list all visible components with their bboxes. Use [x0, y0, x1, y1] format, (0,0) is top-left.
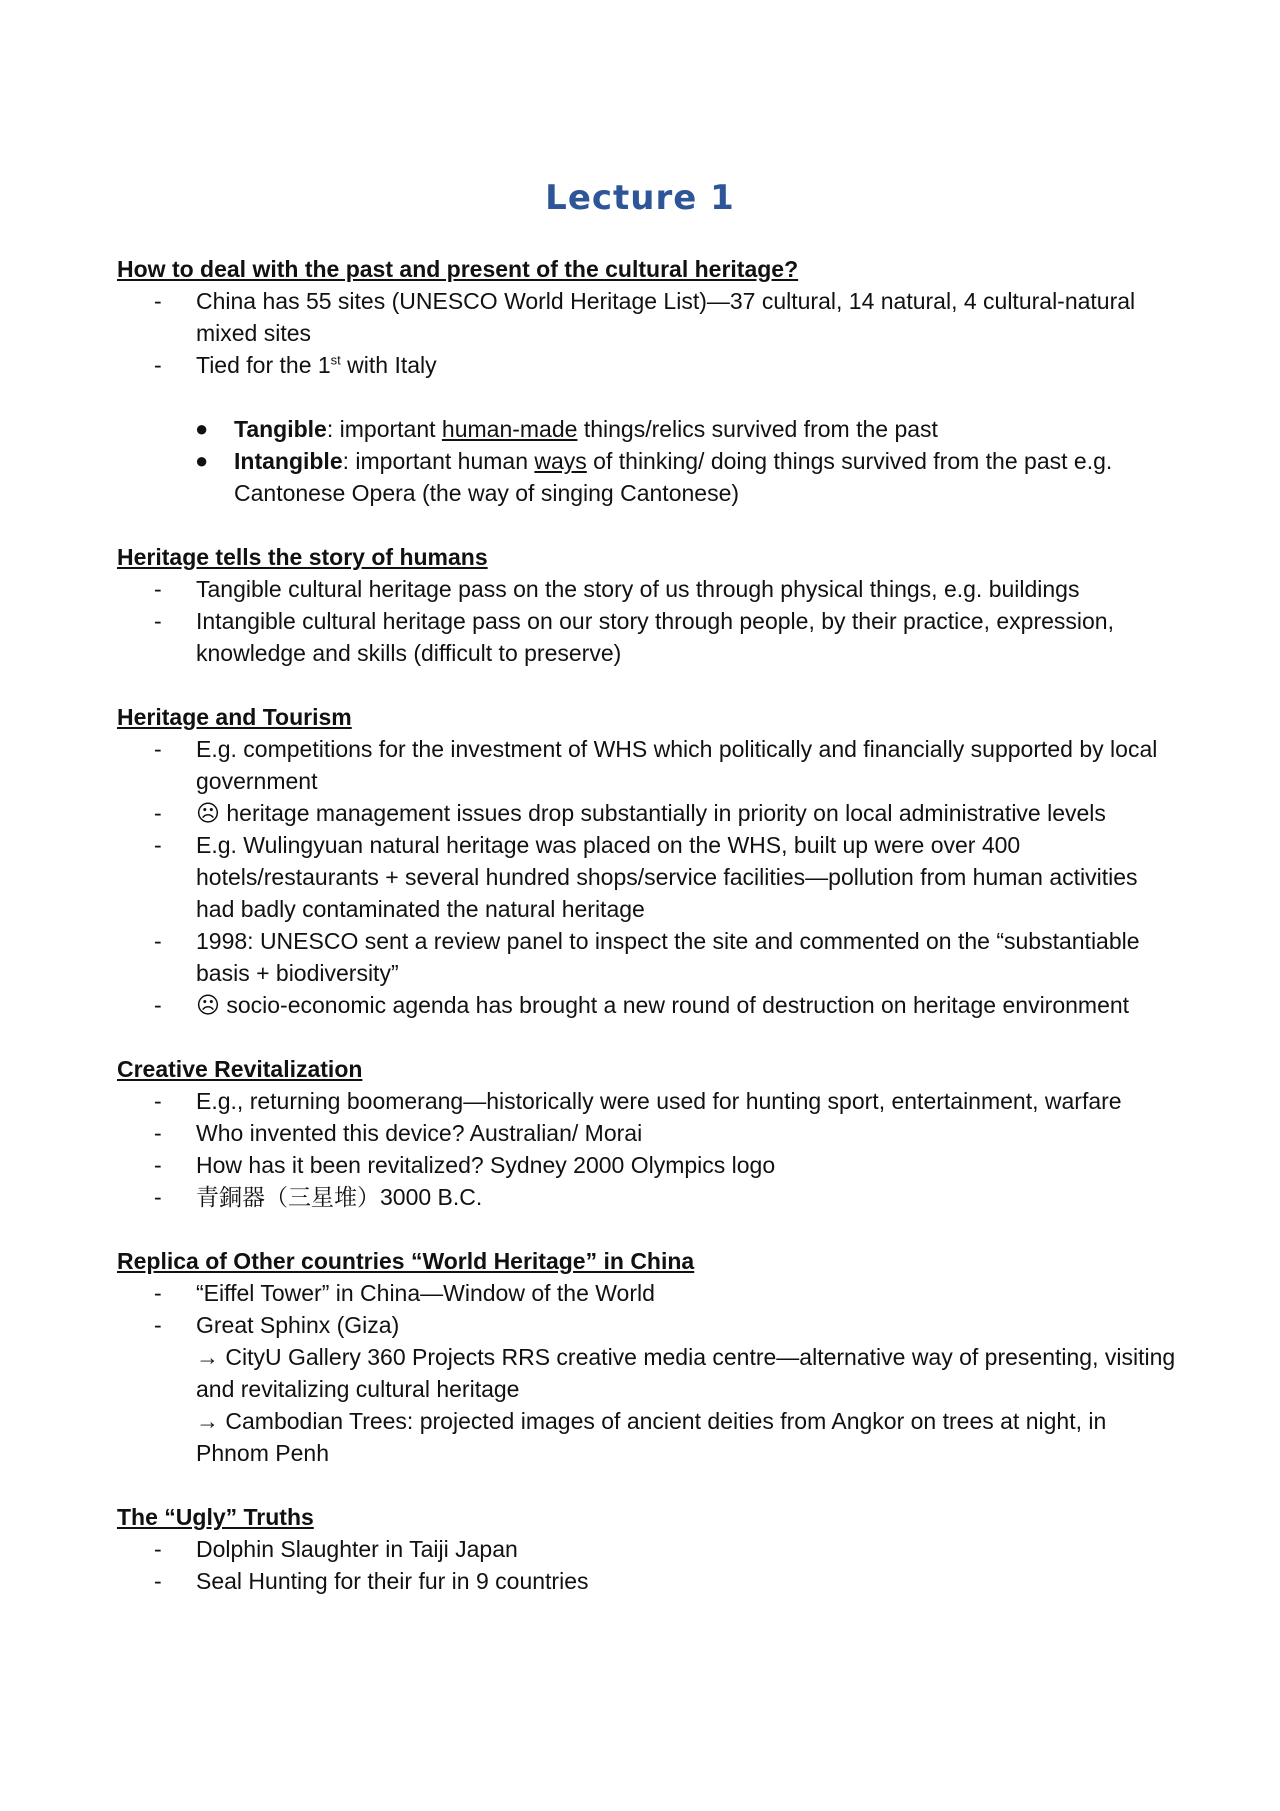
section-creative-revitalization [117, 1053, 1177, 1213]
section-heading: Heritage and Tourism [117, 704, 352, 730]
dash-marker: - [154, 736, 162, 762]
section-heritage-tourism [117, 701, 1177, 1021]
arrow-note: → CityU Gallery 360 Projects RRS creative media centre—alternative way of presenting, visiting and revitalizing cultural heritage [196, 1344, 1176, 1402]
list-item: - Tied for the 1st with Italy [117, 349, 1177, 381]
dash-marker: - [154, 288, 162, 314]
dash-marker: - [154, 992, 162, 1018]
list-item: - E.g. Wulingyuan natural heritage was placed on the WHS, built up were over 400 hotels/restaurants + several hundred shops/service facilities—pollution from human activities had badly contaminated the natural heritage [117, 829, 1177, 925]
list-item-intangible: ● Intangible: important human ways of thinking/ doing things survived from the past e.g. Cantonese Opera (the way of singing Cantonese) [117, 445, 1177, 509]
section-heading: Heritage tells the story of humans [117, 544, 488, 570]
list-item: - China has 55 sites (UNESCO World Heritage List)—37 cultural, 14 natural, 4 cultural-natural mixed sites [117, 285, 1177, 349]
list-item: - Seal Hunting for their fur in 9 countries [117, 1565, 1177, 1597]
list-item: - Who invented this device? Australian/ Morai [117, 1117, 1177, 1149]
section-heading: Replica of Other countries “World Heritage” in China [117, 1248, 695, 1274]
bullet-list [117, 285, 1177, 381]
list-item: - “Eiffel Tower” in China—Window of the World [117, 1277, 1177, 1309]
document-body [117, 253, 1177, 1629]
dash-marker: - [154, 1120, 162, 1146]
dash-marker: - [154, 576, 162, 602]
dash-marker: - [154, 608, 162, 634]
section-replica [117, 1245, 1177, 1469]
list-item: - Dolphin Slaughter in Taiji Japan [117, 1533, 1177, 1565]
section-story-of-humans [117, 541, 1177, 669]
bullet-list [117, 1085, 1177, 1213]
dash-marker: - [154, 1088, 162, 1114]
dash-marker: - [154, 832, 162, 858]
list-item-tangible: ● Tangible: important human-made things/relics survived from the past [117, 413, 1177, 445]
section-heading: How to deal with the past and present of the cultural heritage? [117, 256, 799, 282]
dash-marker: - [154, 1536, 162, 1562]
dash-marker: - [154, 1312, 162, 1338]
list-item: - ☹ heritage management issues drop substantially in priority on local administrative levels [117, 797, 1177, 829]
list-item: - 1998: UNESCO sent a review panel to inspect the site and commented on the “substantiable basis + biodiversity” [117, 925, 1177, 989]
page-title: Lecture 1 [545, 178, 735, 218]
dash-marker: - [154, 1280, 162, 1306]
bullet-dot: ● [195, 448, 209, 473]
dash-marker: - [154, 352, 162, 378]
dash-marker: - [154, 1568, 162, 1594]
list-item: - Intangible cultural heritage pass on our story through people, by their practice, expression, knowledge and skills (difficult to preserve) [117, 605, 1177, 669]
list-item: - Tangible cultural heritage pass on the story of us through physical things, e.g. buildings [117, 573, 1177, 605]
arrow-note: → Cambodian Trees: projected images of ancient deities from Angkor on trees at night, in Phnom Penh [196, 1408, 1107, 1466]
dash-marker: - [154, 928, 162, 954]
section-heading: Creative Revitalization [117, 1056, 363, 1082]
definition-list [117, 413, 1177, 509]
bullet-list [117, 573, 1177, 669]
dash-marker: - [154, 1152, 162, 1178]
bullet-dot: ● [195, 416, 209, 441]
list-item: - ☹ socio-economic agenda has brought a new round of destruction on heritage environment [117, 989, 1177, 1021]
dash-marker: - [154, 800, 162, 826]
list-item: - How has it been revitalized? Sydney 2000 Olympics logo [117, 1149, 1177, 1181]
bullet-list [117, 1533, 1177, 1597]
section-past-present [117, 253, 1177, 509]
list-item: - E.g. competitions for the investment of WHS which politically and financially supported by local government [117, 733, 1177, 797]
bullet-list [117, 733, 1177, 1021]
dash-marker: - [154, 1184, 162, 1210]
bullet-list [117, 1277, 1177, 1341]
list-item: - Great Sphinx (Giza) [117, 1309, 1177, 1341]
list-item: - E.g., returning boomerang—historically were used for hunting sport, entertainment, warfare [117, 1085, 1177, 1117]
section-ugly-truths [117, 1501, 1177, 1597]
section-heading: The “Ugly” Truths [117, 1504, 314, 1530]
list-item: - 青銅器（三星堆）3000 B.C. [117, 1181, 1177, 1213]
